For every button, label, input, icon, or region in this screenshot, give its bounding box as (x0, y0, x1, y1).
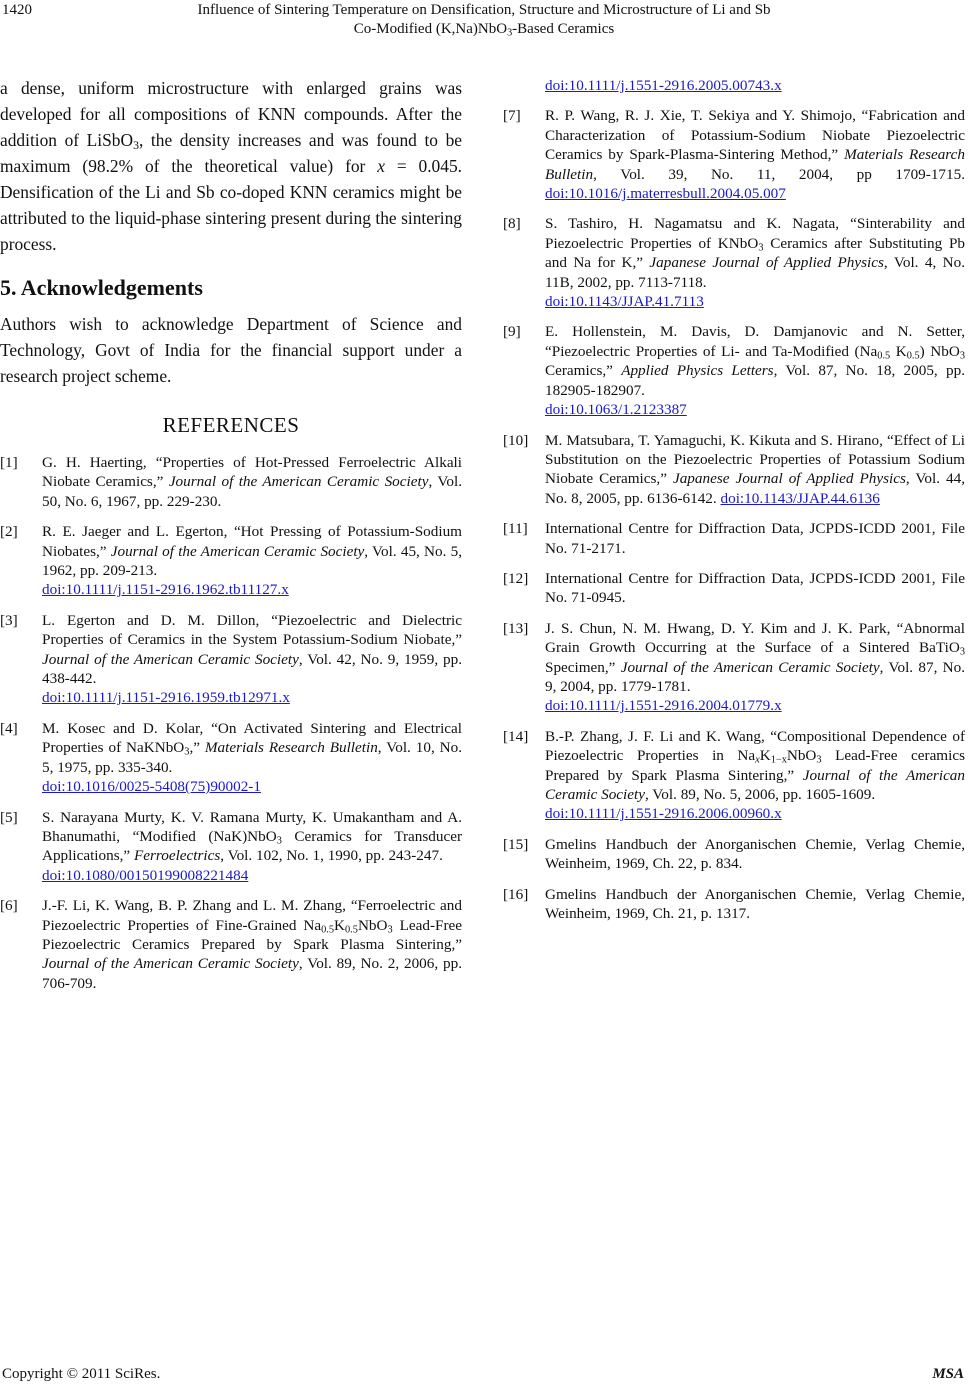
reference-item: [6] J.-F. Li, K. Wang, B. P. Zhang and L. M. Zhang, “Ferroelectric and Piezoelectric Properties of Fine-Grained $Na_{0.5}K_{0.5}NbO_3$ Lead-Free Piezoelectric Ceramics Prepared by Spark Plasma Sintering,” Journal of the American Ceramic Society, Vol. 89, No. 2, 2006, pp. 706-709. (0, 897, 462, 992)
reference-item: [5] S. Narayana Murty, K. V. Ramana Murty, K. Umakantham and A. Bhanumathi, “Modified (NaK)NbO$_3$ Ceramics for Transducer Applications,” Ferroelectrics, Vol. 102, No. 1, 1990, pp. 243-247. doi:10.1080/00150199008221484 (0, 808, 463, 884)
page-number: 1420 (2, 2, 32, 18)
reference-item: [12] International Centre for Diffraction Data, JCPDS-ICDD 2001, File No. 71-0945. (503, 569, 965, 607)
footer-copyright: Copyright © 2011 SciRes. (2, 1366, 161, 1382)
reference-item: [11] International Centre for Diffraction Data, JCPDS-ICDD 2001, File No. 71-2171. (503, 520, 965, 557)
reference-item: [8] S. Tashiro, H. Nagamatsu and K. Nagata, “Sinterability and Piezoelectric Properties of KNbO$_3$ Ceramics after Substituting Pb and Na for K,” Japanese Journal of Applied Physics, Vol. 4, No. 11B, 2002, pp. 7113-7118. doi:10.1143/JJAP.41.7113 (503, 215, 965, 311)
left-column (0, 75, 462, 1004)
running-title (120, 1, 848, 39)
acknowledgements-heading: 5. Acknowledgements (0, 275, 203, 300)
doi-link[interactable]: doi:10.1016/j.materresbull.2004.05.007 (545, 185, 786, 203)
page-header (0, 0, 968, 40)
doi-link[interactable]: doi:10.1111/j.1551-2916.2004.01779.x (545, 697, 782, 715)
reference-item: [10] M. Matsubara, T. Yamaguchi, K. Kikuta and S. Hirano, “Effect of Li Substitution on the Piezoelectric Properties of Potassium Sodium Niobate Ceramics,” Japanese Journal of Applied Physics, Vol. 44, No. 8, 2005, pp. 6136-6142. doi:10.1143/JJAP.44.6136 (503, 431, 965, 507)
reference-item: [2] R. E. Jaeger and L. Egerton, “Hot Pressing of Potassium-Sodium Niobates,” Journal of the American Ceramic Society, Vol. 45, No. 5, 1962, pp. 209-213. doi:10.1111/j.1151-2916.1962.tb11127.x (0, 523, 462, 599)
doi-link[interactable]: doi:10.1111/j.1551-2916.2006.00960.x (545, 805, 782, 823)
doi-link[interactable]: doi:10.1080/00150199008221484 (42, 866, 249, 884)
reference-item: [13] J. S. Chun, N. M. Hwang, D. Y. Kim and J. K. Park, “Abnormal Grain Growth Occurring at the Surface of a Sintered BaTiO$_3$ Specimen,” Journal of the American Ceramic Society, Vol. 87, No. 9, 2004, pp. 1779-1781. doi:10.1111/j.1551-2916.2004.01779.x (503, 619, 965, 715)
reference-item: [9] E. Hollenstein, M. Davis, D. Damjanovic and N. Setter, “Piezoelectric Properties of Li- and Ta-Modified ($Na_{0.5}$ $K_{0.5}$) NbO$_3$ Ceramics,” Applied Physics Letters, Vol. 87, No. 18, 2005, pp. 182905-182907. doi:10.1063/1.2123387 (503, 323, 965, 419)
reference-item: [3] L. Egerton and D. M. Dillon, “Piezoelectric and Dielectric Properties of Ceramics in the System Potassium-Sodium Niobate,” Journal of the American Ceramic Society, Vol. 42, No. 9, 1959, pp. 438-442. doi:10.1111/j.1151-2916.1959.tb12971.x (0, 611, 462, 707)
references-heading: REFERENCES (162, 413, 300, 437)
doi-link[interactable]: doi:10.1143/JJAP.44.6136 (720, 489, 880, 507)
doi-link[interactable]: doi:10.1111/j.1551-2916.2005.00743.x (545, 77, 782, 94)
doi-link[interactable]: doi:10.1111/j.1151-2916.1959.tb12971.x (42, 689, 290, 707)
doi-link[interactable]: doi:10.1143/JJAP.41.7113 (545, 293, 704, 311)
reference-item: [1] G. H. Haerting, “Properties of Hot-Pressed Ferroelectric Alkali Niobate Ceramics,” Journal of the American Ceramic Society, Vol. 50, No. 6, 1967, pp. 229-230. (0, 454, 462, 510)
acknowledgements-text: Authors wish to acknowledge Department of Science and Technology, Govt of India for the financial support under a research project scheme. (0, 314, 462, 386)
reference-item: [16] Gmelins Handbuch der Anorganischen Chemie, Verlag Chemie, Weinheim, 1969, Ch. 21, p. 1317. (503, 885, 965, 923)
reference-item: [7] R. P. Wang, R. J. Xie, T. Sekiya and Y. Shimojo, “Fabrication and Characterization of Potassium-Sodium Niobate Piezoelectric Ceramics by Spark-Plasma-Sintering Method,” Materials Research Bulletin, Vol. 39, No. 11, 2004, pp 1709-1715. doi:10.1016/j.materresbull.2004.05.007 (503, 107, 965, 203)
running-title-line1: Influence of Sintering Temperature on Densification, Structure and Microstructure of Li and Sb (197, 2, 771, 18)
running-title-line2: Co-Modified (K,Na)NbO$_3$-Based Ceramics (353, 21, 615, 39)
reference-item: [4] M. Kosec and D. Kolar, “On Activated Sintering and Electrical Properties of NaKNbO$_3$,” Materials Research Bulletin, Vol. 10, No. 5, 1975, pp. 335-340. doi:10.1016/0025-5408(75)90002-1 (0, 719, 462, 796)
doi-link[interactable]: doi:10.1063/1.2123387 (545, 401, 687, 419)
right-column (503, 76, 965, 934)
footer-journal: MSA (932, 1366, 964, 1382)
reference-item: [14] B.-P. Zhang, J. F. Li and K. Wang, “Compositional Dependence of Piezoelectric Properties in $Na_xK_{1-x}NbO_3$ Lead-Free ceramics Prepared by Spark Plasma Sintering,” Journal of the American Ceramic Society, Vol. 89, No. 5, 2006, pp. 1605-1609. doi:10.1111/j.1551-2916.2006.00960.x (503, 727, 965, 823)
reference-continuation (503, 76, 965, 95)
doi-link[interactable]: doi:10.1111/j.1151-2916.1962.tb11127.x (42, 581, 289, 599)
body-paragraph: a dense, uniform microstructure with enlarged grains was developed for all compositions of KNN compounds. After the addition of LiSbO$_3$, the density increases and was found to be maximum (98.2% of the theoretical value) for x = 0.045. Densification of the Li and Sb co-doped KNN ceramics might be attributed to the liquid-phase sintering present during the sintering process. (0, 78, 462, 254)
reference-item: [15] Gmelins Handbuch der Anorganischen Chemie, Verlag Chemie, Weinheim, 1969, Ch. 22, p. 834. (503, 835, 965, 873)
doi-link[interactable]: doi:10.1016/0025-5408(75)90002-1 (42, 778, 261, 796)
